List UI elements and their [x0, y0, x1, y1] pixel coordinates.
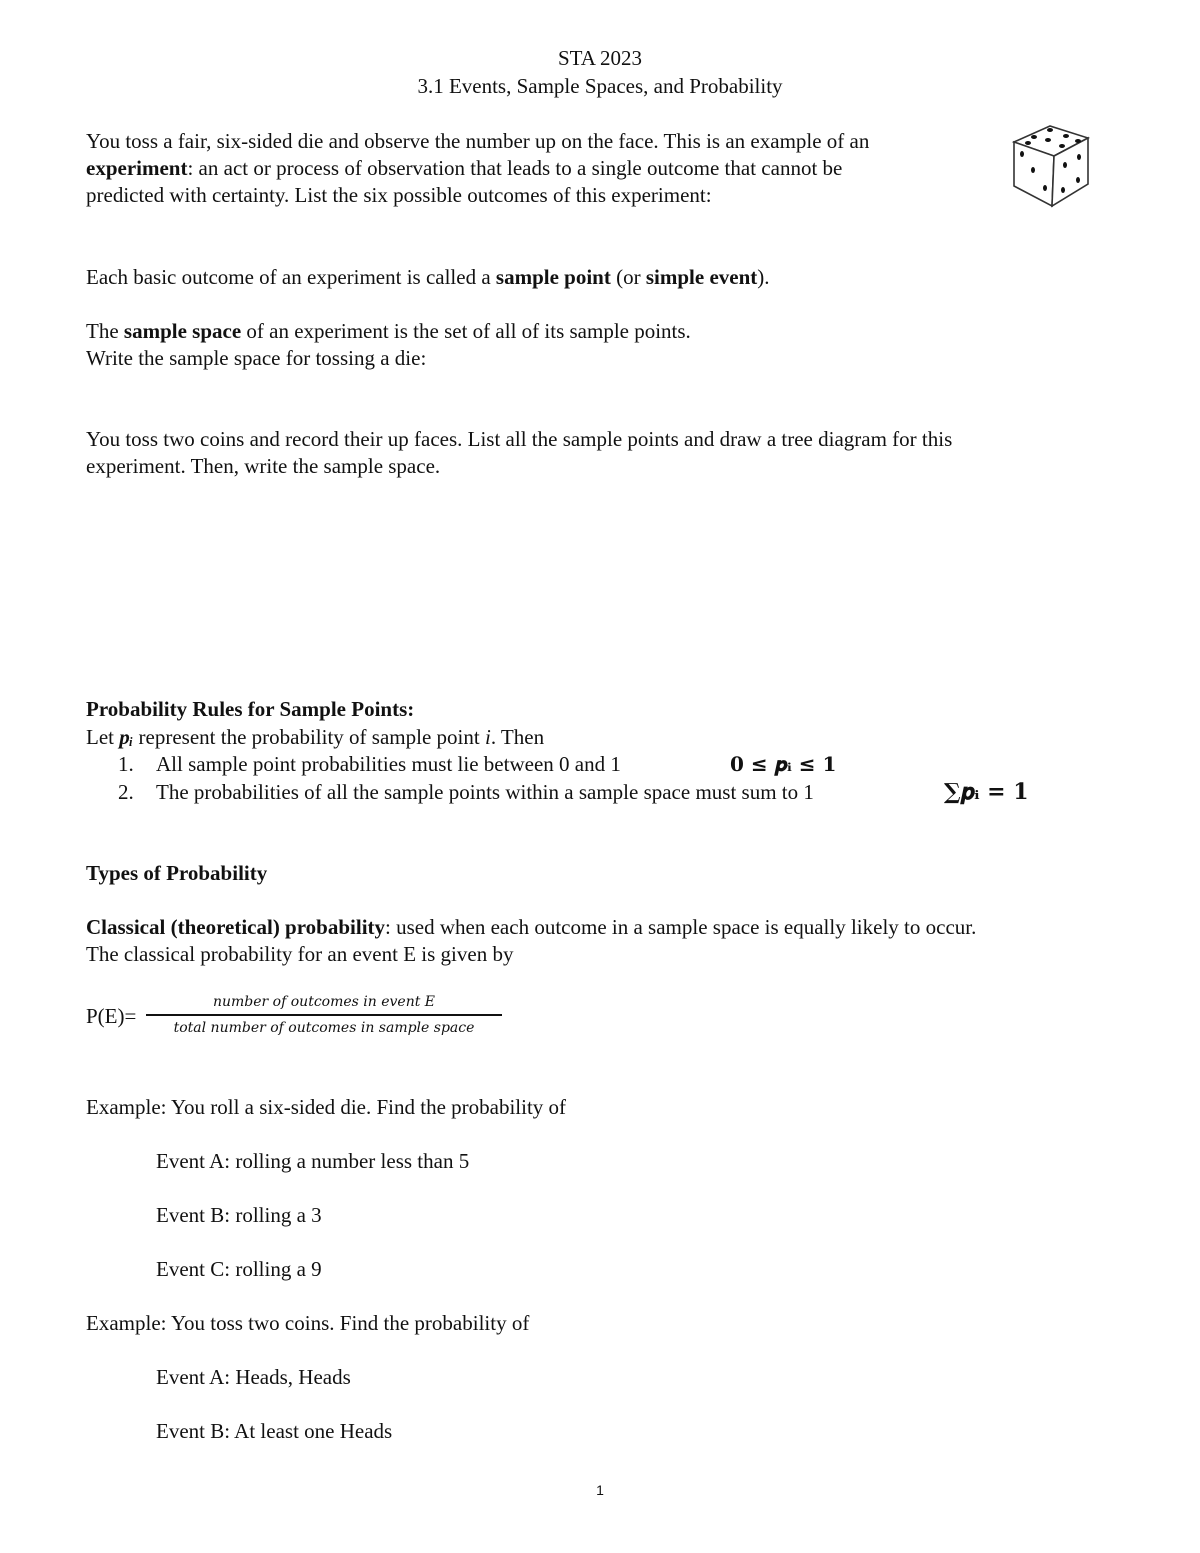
sample-point-definition: [86, 264, 770, 291]
rule-2-text: The probabilities of all the sample points within a sample space must sum to 1: [156, 780, 814, 804]
example-1-event-a: Event A: rolling a number less than 5: [156, 1149, 470, 1173]
rule-2-number: 2.: [118, 780, 134, 804]
fraction-denominator: total number of outcomes in sample space: [173, 1020, 475, 1036]
example-1-event-b: Event B: rolling a 3: [156, 1203, 322, 1227]
sample-point-pre: Each basic outcome of an experiment is called a: [86, 265, 496, 289]
die-icon: [1008, 120, 1096, 212]
rule-1-formula: 0 ≤ 𝒑ᵢ ≤ 𝟏: [730, 752, 837, 776]
fraction-numerator: number of outcomes in event E: [146, 993, 502, 1016]
classical-definition: [86, 914, 976, 941]
rule-1-text: All sample point probabilities must lie between 0 and 1: [156, 752, 621, 776]
let-post: . Then: [490, 725, 545, 749]
rule-2-formula: ∑𝒑ᵢ = 𝟏: [944, 779, 1029, 805]
page-title: 3.1 Events, Sample Spaces, and Probability: [417, 74, 783, 98]
rules-let-line: [86, 724, 544, 751]
let-pre: Let: [86, 725, 120, 749]
classical-fraction: [146, 993, 502, 1037]
page-number: 1: [596, 1482, 604, 1498]
formula-lhs: P(E)=: [86, 1004, 137, 1028]
term-simple-event: simple event: [645, 265, 758, 289]
coins-line-2: experiment. Then, write the sample space.: [86, 454, 441, 478]
sample-point-post: ).: [757, 265, 770, 289]
rules-heading: [86, 696, 414, 723]
term-sample-point: sample point: [495, 265, 611, 289]
sample-point-mid: (or: [610, 265, 646, 289]
sample-space-prompt: Write the sample space for tossing a die:: [86, 346, 427, 370]
classical-rest: : used when each outcome in a sample space is equally likely to occur.: [385, 915, 977, 939]
sample-space-pre: The: [86, 319, 124, 343]
var-i: i: [484, 725, 491, 749]
example-2-event-b: Event B: At least one Heads: [156, 1419, 393, 1443]
sample-space-definition: [86, 318, 691, 345]
let-mid: represent the probability of sample point: [133, 725, 485, 749]
example-1-intro: Example: You roll a six-sided die. Find the probability of: [86, 1095, 567, 1119]
course-title: STA 2023: [557, 46, 643, 70]
rule-1-number: 1.: [118, 752, 134, 776]
intro-line-3: predicted with certainty. List the six possible outcomes of this experiment:: [86, 183, 712, 207]
classical-line-2: The classical probability for an event E is given by: [86, 942, 514, 966]
intro-line-2: [86, 155, 842, 182]
var-p-i: pᵢ: [119, 725, 134, 749]
sample-space-post: of an experiment is the set of all of its sample points.: [241, 319, 691, 343]
term-experiment: experiment: [86, 156, 188, 180]
example-1-event-c: Event C: rolling a 9: [156, 1257, 322, 1281]
term-sample-space: sample space: [123, 319, 242, 343]
example-2-intro: Example: You toss two coins. Find the probability of: [86, 1311, 530, 1335]
coins-line-1: You toss two coins and record their up faces. List all the sample points and draw a tree diagram for this: [86, 427, 953, 451]
term-classical-probability: Classical (theoretical) probability: [86, 915, 386, 939]
rules-heading-text: Probability Rules for Sample Points:: [86, 697, 415, 721]
types-heading-text: Types of Probability: [86, 861, 268, 885]
example-2-event-a: Event A: Heads, Heads: [156, 1365, 351, 1389]
types-heading: [86, 860, 267, 887]
intro-line-2-rest: : an act or process of observation that leads to a single outcome that cannot be: [187, 156, 843, 180]
intro-line-1: You toss a fair, six-sided die and observe the number up on the face. This is an example of an: [86, 129, 870, 153]
